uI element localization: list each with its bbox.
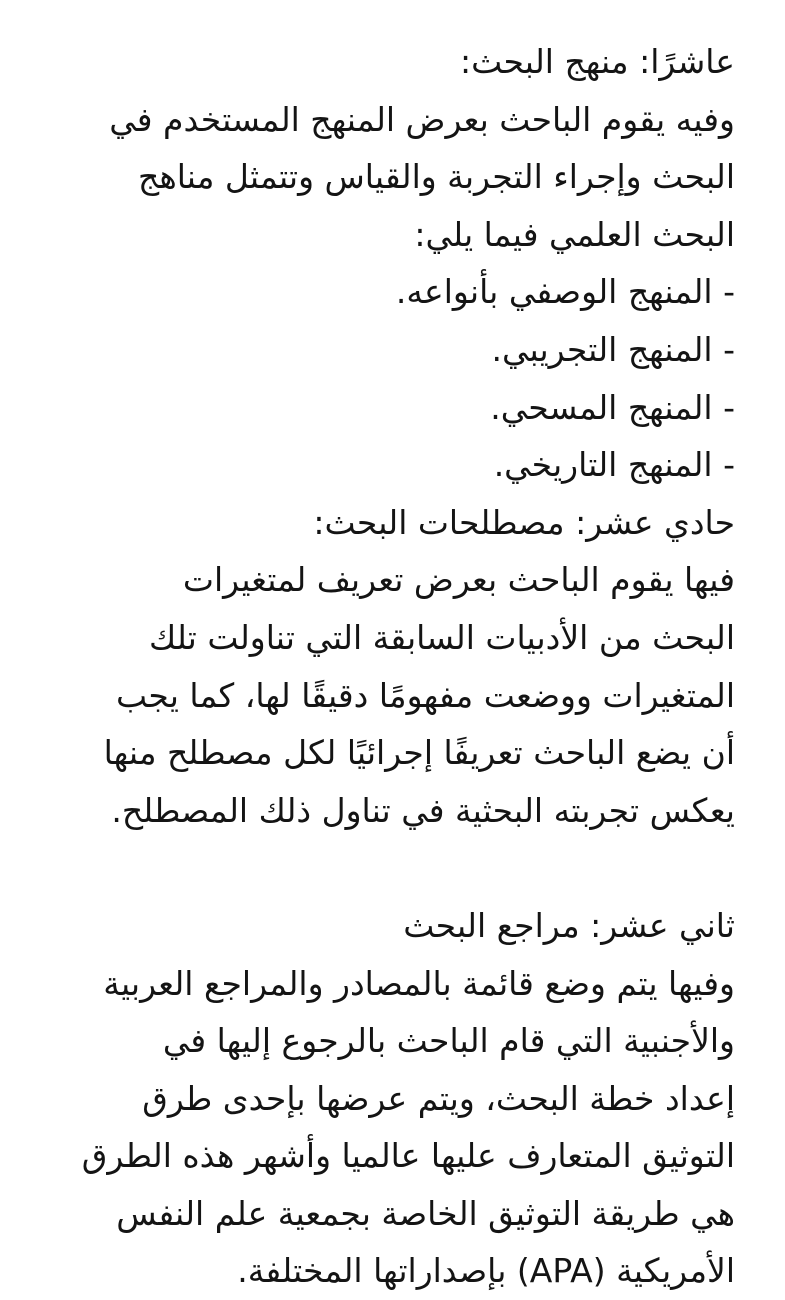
section-12-line-1: وفيها يتم وضع قائمة بالمصادر والمراجع العربية <box>103 963 735 1003</box>
section-12-line-4: التوثيق المتعارف عليها عالميا وأشهر هذه الطرق <box>81 1136 735 1176</box>
section-11-line-1: فيها يقوم الباحث بعرض تعريف لمتغيرات <box>182 560 735 600</box>
section-10-line-3: البحث العلمي فيما يلي: <box>414 214 735 254</box>
section-11-line-3: المتغيرات ووضعت مفهومًا دقيقًا لها، كما يجب <box>116 675 735 715</box>
section-11-title: حادي عشر: مصطلحات البحث: <box>313 502 735 542</box>
section-10-line-1: وفيه يقوم الباحث بعرض المنهج المستخدم في <box>109 99 735 139</box>
method-item-historical: - المنهج التاريخي. <box>493 445 735 485</box>
method-item-experimental: - المنهج التجريبي. <box>491 329 735 369</box>
section-12-line-6: الأمريكية (APA) بإصداراتها المختلفة. <box>237 1251 735 1291</box>
section-11-line-4: أن يضع الباحث تعريفًا إجرائيًا لكل مصطلح منها <box>103 733 735 773</box>
section-10-line-2: البحث وإجراء التجربة والقياس وتتمثل مناهج <box>138 157 735 197</box>
section-12-line-5: هي طريقة التوثيق الخاصة بجمعية علم النفس <box>116 1193 735 1233</box>
method-item-survey: - المنهج المسحي. <box>490 387 735 427</box>
paragraph-gap <box>50 839 735 897</box>
section-11-line-5: يعكس تجربته البحثية في تناول ذلك المصطلح. <box>111 790 735 830</box>
section-12-title: ثاني عشر: مراجع البحث <box>403 905 735 945</box>
section-11-line-2: البحث من الأدبيات السابقة التي تناولت تلك <box>148 617 735 657</box>
section-12-line-2: والأجنبية التي قام الباحث بالرجوع إليها في <box>162 1021 735 1061</box>
method-item-descriptive: - المنهج الوصفي بأنواعه. <box>395 272 735 312</box>
section-12-line-3: إعداد خطة البحث، ويتم عرضها بإحدى طرق <box>142 1078 735 1118</box>
section-10-title: عاشرًا: منهج البحث: <box>459 42 735 81</box>
